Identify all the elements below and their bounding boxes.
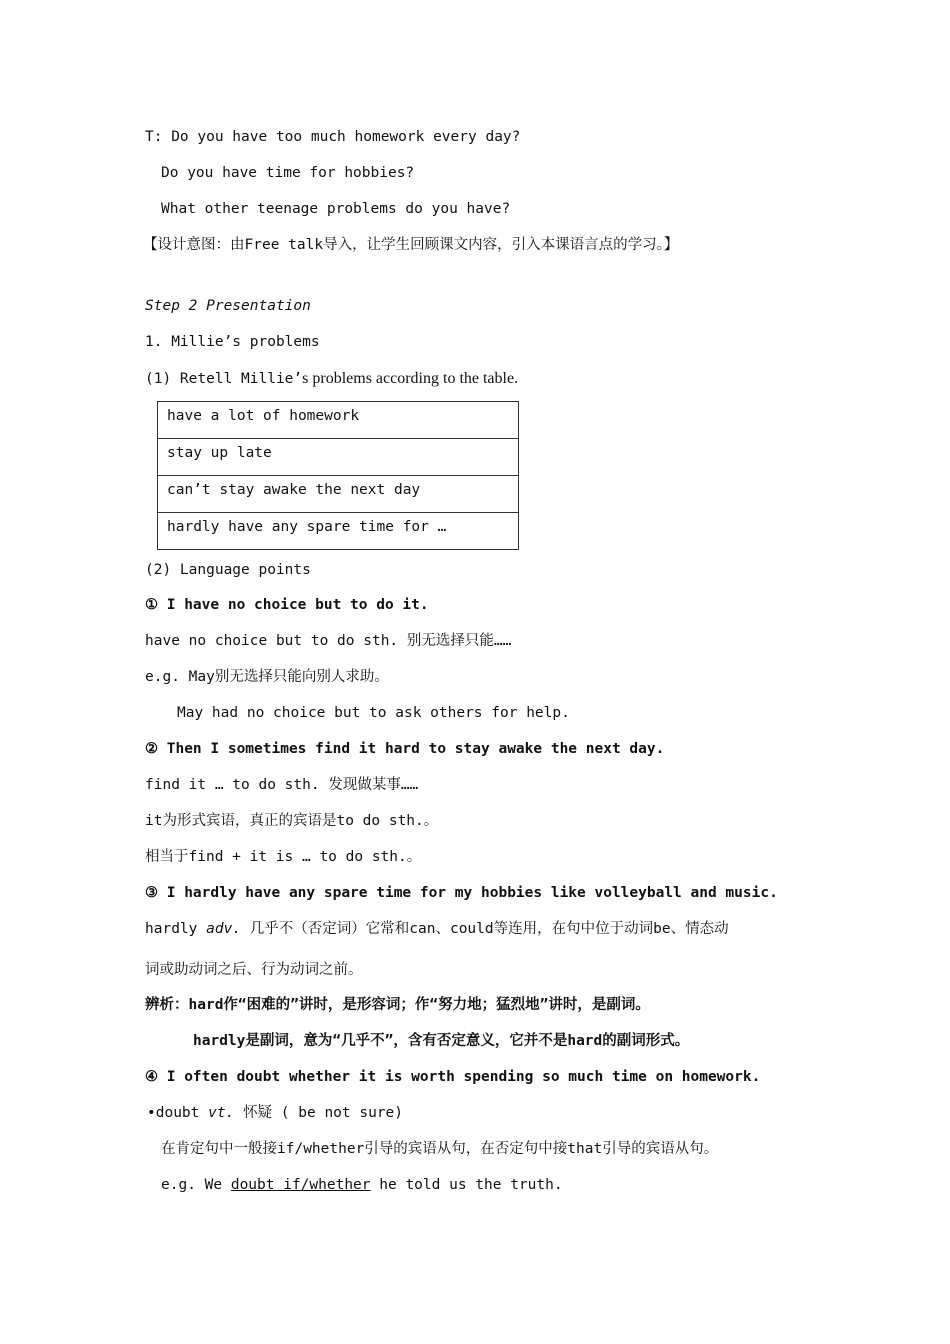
point-4-sentence: ④ I often doubt whether it is worth spending so much time on homework.: [145, 1069, 761, 1085]
table-cell: can’t stay awake the next day: [158, 476, 519, 513]
point-4-example-pre: e.g. We: [161, 1177, 223, 1193]
point-3-pos: adv.: [206, 921, 242, 937]
point-4-meaning: 怀疑 ( be not sure): [243, 1105, 404, 1121]
retell-prefix: (1) Retell Millie’: [145, 371, 303, 387]
section-heading: 1. Millie’s problems: [145, 334, 320, 350]
point-3-definition-cont: 词或助动词之后、行为动词之前。: [145, 962, 363, 978]
intro-question-1: T: Do you have too much homework every day?: [145, 129, 521, 145]
table-row: [158, 476, 519, 513]
point-2-phrase: find it … to do sth. 发现做某事……: [145, 777, 419, 793]
point-1-sentence: ① I have no choice but to do it.: [145, 597, 429, 613]
table-cell: have a lot of homework: [158, 402, 519, 439]
point-1-example-en: May had no choice but to ask others for help.: [177, 705, 570, 721]
point-4-example-underlined: doubt if/whether: [230, 1177, 371, 1193]
point-2-note: it为形式宾语，真正的宾语是to do sth.。: [145, 813, 439, 829]
table-cell: hardly have any spare time for …: [158, 513, 519, 550]
retell-suffix: s problems according to the table.: [302, 370, 519, 387]
table-row: [158, 439, 519, 476]
design-intent-note: 【设计意图：由Free talk导入，让学生回顾课文内容，引入本课语言点的学习。】: [143, 237, 679, 253]
table-cell: stay up late: [158, 439, 519, 476]
point-4-usage: 在肯定句中一般接if/whether引导的宾语从句，在否定句中接that引导的宾语从句。: [161, 1141, 719, 1157]
point-4-definition: [147, 1103, 403, 1123]
language-points-heading: (2) Language points: [145, 562, 311, 578]
point-4-example-post: he told us the truth.: [379, 1177, 563, 1193]
point-3-definition: [145, 919, 729, 939]
point-2-sentence: ② Then I sometimes find it hard to stay awake the next day.: [145, 741, 665, 757]
step-title: Step 2 Presentation: [145, 298, 311, 314]
point-3-word: hardly: [145, 921, 198, 937]
point-2-equivalent: 相当于find + it is … to do sth.。: [145, 849, 422, 865]
intro-question-3: What other teenage problems do you have?: [161, 201, 511, 217]
point-4-pos: vt.: [208, 1105, 235, 1121]
point-3-sentence: ③ I hardly have any spare time for my hobbies like volleyball and music.: [145, 885, 778, 901]
point-3-meaning: 几乎不（否定词）它常和can、could等连用，在句中位于动词be、情态动: [249, 921, 729, 937]
point-4-example: [161, 1175, 563, 1195]
point-3-analysis: 辨析：hard作“困难的”讲时，是形容词；作“努力地；猛烈地”讲时，是副词。: [145, 997, 650, 1013]
point-1-example-cn: e.g. May别无选择只能向别人求助。: [145, 669, 389, 685]
retell-instruction: [145, 368, 518, 389]
point-1-phrase: have no choice but to do sth. 别无选择只能……: [145, 633, 512, 649]
table-row: [158, 402, 519, 439]
table-row: [158, 513, 519, 550]
point-4-word: •doubt: [147, 1105, 200, 1121]
problems-table: [157, 401, 519, 550]
point-3-analysis-cont: hardly是副词，意为“几乎不”，含有否定意义，它并不是hard的副词形式。: [193, 1033, 690, 1049]
intro-question-2: Do you have time for hobbies?: [161, 165, 415, 181]
